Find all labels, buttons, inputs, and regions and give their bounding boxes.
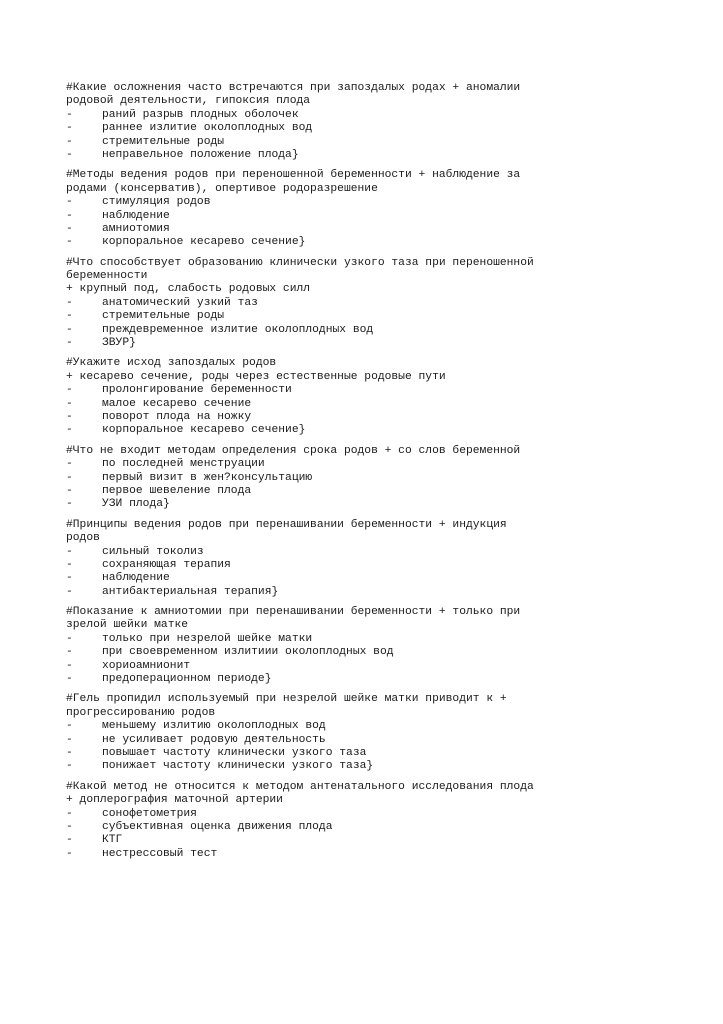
answer-option	[66, 149, 626, 162]
answer-option	[66, 848, 626, 861]
option-text: антибактериальная терапия}	[102, 585, 279, 598]
option-text: ЗВУР}	[102, 337, 136, 350]
option-dash: -	[66, 847, 73, 860]
answer-option	[66, 109, 626, 122]
option-text: сонофетометрия	[102, 807, 197, 820]
option-dash: -	[66, 720, 73, 733]
answer-option	[66, 808, 626, 821]
question-text: #Что способствует образованию клинически узкого таза при переношенной	[66, 256, 534, 269]
question-block	[66, 606, 626, 686]
answer-option	[66, 384, 626, 397]
answer-option	[66, 660, 626, 673]
option-dash: -	[66, 471, 73, 484]
answer-option	[66, 310, 626, 323]
option-dash: -	[66, 108, 73, 121]
answer-option	[66, 472, 626, 485]
option-dash: -	[66, 122, 73, 135]
option-dash: -	[66, 424, 73, 437]
option-text: наблюдение	[102, 209, 170, 222]
answer-option	[66, 485, 626, 498]
option-dash: -	[66, 572, 73, 585]
question-block	[66, 257, 626, 351]
option-dash: -	[66, 397, 73, 410]
option-dash: -	[66, 196, 73, 209]
option-dash: -	[66, 209, 73, 222]
question-text: #Принципы ведения родов при перенашивании беременности + индукция	[66, 518, 507, 531]
option-text: неправельное положение плода}	[102, 148, 299, 161]
question-text-line: беременности	[66, 270, 148, 283]
answer-option	[66, 297, 626, 310]
answer-option	[66, 122, 626, 135]
option-dash: -	[66, 310, 73, 323]
option-text: при своевременном излитиии околоплодных вод	[102, 646, 394, 659]
option-dash: -	[66, 760, 73, 773]
answer-option	[66, 546, 626, 559]
option-text: малое кесарево сечение	[102, 397, 252, 410]
option-dash: -	[66, 458, 73, 471]
option-text: амниотомия	[102, 222, 170, 235]
option-text: предоперационном периоде}	[102, 673, 272, 686]
question-text-line: + кесарево сечение, роды через естественные родовые пути	[66, 370, 446, 383]
question-text: #Какие осложнения часто встречаются при запоздалых родах + аномалии	[66, 82, 521, 94]
option-dash: -	[66, 484, 73, 497]
question-text: #Что не входит методам определения срока родов + со слов беременной	[66, 444, 521, 457]
answer-option	[66, 673, 626, 686]
answer-option	[66, 586, 626, 599]
option-text: поворот плода на ножку	[102, 410, 252, 423]
option-dash: -	[66, 646, 73, 659]
answer-option	[66, 646, 626, 659]
option-text: понижает частоту клинически узкого таза}	[102, 760, 374, 773]
option-dash: -	[66, 673, 73, 686]
option-dash: -	[66, 807, 73, 820]
question-block	[66, 445, 626, 512]
question-text-line: родами (консерватив), опертивое родоразрешение	[66, 182, 378, 195]
option-dash: -	[66, 820, 73, 833]
option-dash: -	[66, 498, 73, 511]
question-text-line: + доплерография маточной артерии	[66, 794, 283, 807]
option-dash: -	[66, 733, 73, 746]
option-dash: -	[66, 746, 73, 759]
question-text: #Какой метод не относится к методом антенатального исследования плода	[66, 780, 534, 793]
question-text: #Методы ведения родов при переношенной беременности + наблюдение за	[66, 169, 521, 182]
answer-option	[66, 411, 626, 424]
option-text: наблюдение	[102, 572, 170, 585]
question-text: #Гель пропидил используемый при незрелой шейке матки приводит к +	[66, 693, 507, 706]
option-text: стимуляция родов	[102, 196, 211, 209]
option-dash: -	[66, 296, 73, 309]
answer-option	[66, 633, 626, 646]
question-text-line: прогрессированию родов	[66, 706, 216, 719]
question-text: #Показание к амниотомии при перенашивании беременности + только при	[66, 606, 521, 619]
option-text: меньшему излитию околоплодных вод	[102, 720, 326, 733]
answer-option	[66, 747, 626, 760]
question-block	[66, 781, 626, 861]
question-text-line: родовой деятельности, гипоксия плода	[66, 95, 311, 108]
option-dash: -	[66, 323, 73, 336]
answer-option	[66, 236, 626, 249]
option-dash: -	[66, 337, 73, 350]
option-dash: -	[66, 834, 73, 847]
answer-option	[66, 424, 626, 437]
question-block	[66, 82, 626, 162]
option-text: субъективная оценка движения плода	[102, 820, 333, 833]
answer-option	[66, 720, 626, 733]
option-text: анатомический узкий таз	[102, 296, 258, 309]
option-text: не усиливает родовую деятельность	[102, 733, 326, 746]
option-text: только при незрелой шейке матки	[102, 632, 313, 645]
option-dash: -	[66, 410, 73, 423]
option-text: хориоамнионит	[102, 659, 191, 672]
question-block	[66, 693, 626, 773]
answer-option	[66, 210, 626, 223]
answer-option	[66, 324, 626, 337]
option-text: раннее излитие околоплодных вод	[102, 122, 313, 135]
option-text: корпоральное кесарево сечение}	[102, 424, 306, 437]
option-dash: -	[66, 222, 73, 235]
option-dash: -	[66, 585, 73, 598]
option-text: раний разрыв плодных оболочек	[102, 108, 299, 121]
option-dash: -	[66, 558, 73, 571]
answer-option	[66, 458, 626, 471]
option-text: первый визит в жен?консультацию	[102, 471, 313, 484]
answer-option	[66, 337, 626, 350]
question-text-line: зрелой шейки матке	[66, 619, 189, 632]
option-text: преждевременное излитие околоплодных вод	[102, 323, 374, 336]
answer-option	[66, 834, 626, 847]
option-text: по последней менструации	[102, 458, 265, 471]
option-dash: -	[66, 659, 73, 672]
option-dash: -	[66, 545, 73, 558]
answer-option	[66, 196, 626, 209]
answer-option	[66, 559, 626, 572]
option-text: КТГ	[102, 834, 123, 847]
answer-option	[66, 398, 626, 411]
answer-option	[66, 760, 626, 773]
option-text: корпоральное кесарево сечение}	[102, 236, 306, 249]
option-text: первое шевеление плода	[102, 484, 252, 497]
question-text: #Укажите исход запоздалых родов	[66, 357, 277, 370]
question-block	[66, 519, 626, 599]
question-text-line: родов	[66, 532, 100, 545]
option-text: сильный токолиз	[102, 545, 204, 558]
option-text: пролонгирование беременности	[102, 384, 292, 397]
option-text: стремительные роды	[102, 310, 225, 323]
option-dash: -	[66, 384, 73, 397]
option-text: нестрессовый тест	[102, 847, 218, 860]
answer-option	[66, 821, 626, 834]
question-list	[66, 82, 626, 868]
option-text: повышает частоту клинически узкого таза	[102, 746, 367, 759]
answer-option	[66, 498, 626, 511]
question-text-line: + крупный под, слабость родовых силл	[66, 283, 311, 296]
answer-option	[66, 572, 626, 585]
option-text: сохраняющая терапия	[102, 558, 231, 571]
answer-option	[66, 136, 626, 149]
option-dash: -	[66, 148, 73, 161]
option-dash: -	[66, 135, 73, 148]
option-dash: -	[66, 236, 73, 249]
option-text: УЗИ плода}	[102, 498, 170, 511]
answer-option	[66, 223, 626, 236]
answer-option	[66, 734, 626, 747]
question-block	[66, 169, 626, 249]
option-dash: -	[66, 632, 73, 645]
option-text: стремительные роды	[102, 135, 225, 148]
question-block	[66, 357, 626, 437]
